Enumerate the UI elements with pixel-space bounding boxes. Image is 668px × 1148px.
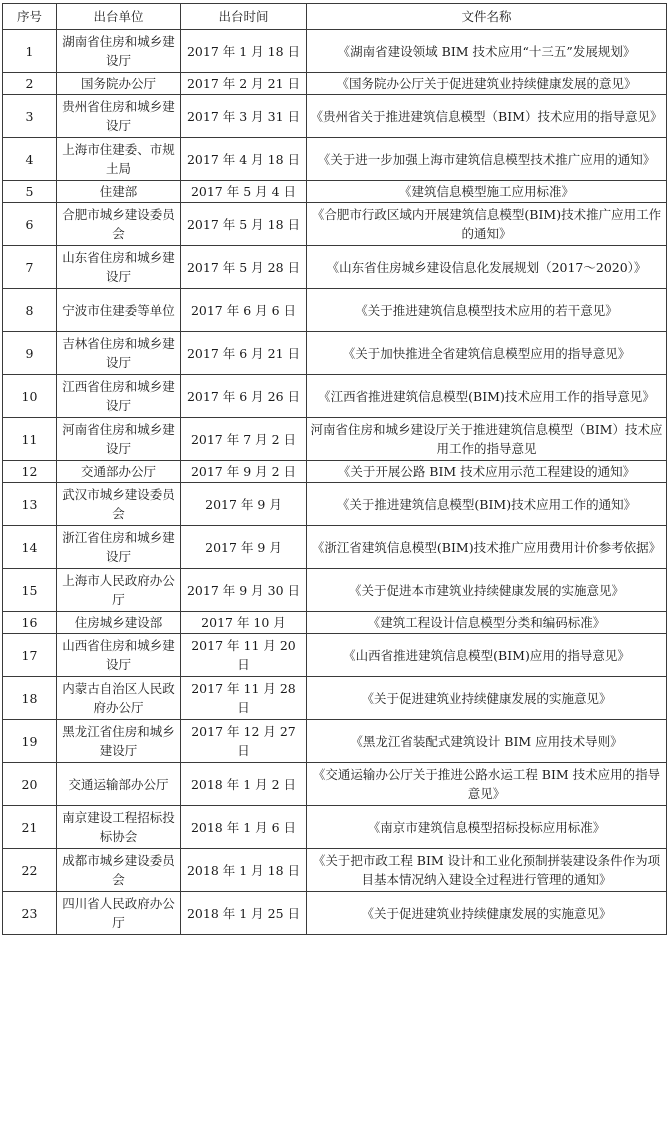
cell-date: 2017 年 6 月 6 日 (181, 289, 307, 332)
cell-title: 《贵州省关于推进建筑信息模型（BIM）技术应用的指导意见》 (307, 95, 667, 138)
cell-no: 1 (3, 30, 57, 73)
cell-no: 5 (3, 181, 57, 203)
cell-date: 2017 年 5 月 28 日 (181, 246, 307, 289)
cell-unit: 宁波市住建委等单位 (57, 289, 181, 332)
cell-no: 13 (3, 483, 57, 526)
cell-title: 《浙江省建筑信息模型(BIM)技术推广应用费用计价参考依据》 (307, 526, 667, 569)
cell-unit: 四川省人民政府办公厅 (57, 892, 181, 935)
cell-unit: 住建部 (57, 181, 181, 203)
cell-unit: 南京建设工程招标投标协会 (57, 806, 181, 849)
header-no: 序号 (3, 4, 57, 30)
policy-table (2, 3, 667, 935)
cell-date: 2017 年 9 月 (181, 483, 307, 526)
table-row (3, 612, 667, 634)
cell-title: 《南京市建筑信息模型招标投标应用标准》 (307, 806, 667, 849)
cell-no: 10 (3, 375, 57, 418)
cell-unit: 吉林省住房和城乡建设厅 (57, 332, 181, 375)
cell-no: 7 (3, 246, 57, 289)
cell-date: 2017 年 1 月 18 日 (181, 30, 307, 73)
cell-unit: 河南省住房和城乡建设厅 (57, 418, 181, 461)
cell-date: 2017 年 2 月 21 日 (181, 73, 307, 95)
cell-title: 《关于促进建筑业持续健康发展的实施意见》 (307, 677, 667, 720)
cell-unit: 上海市住建委、市规土局 (57, 138, 181, 181)
cell-title: 《合肥市行政区域内开展建筑信息模型(BIM)技术推广应用工作的通知》 (307, 203, 667, 246)
header-row (3, 4, 667, 30)
cell-title: 《交通运输办公厅关于推进公路水运工程 BIM 技术应用的指导意见》 (307, 763, 667, 806)
cell-date: 2018 年 1 月 6 日 (181, 806, 307, 849)
cell-unit: 成都市城乡建设委员会 (57, 849, 181, 892)
cell-date: 2017 年 5 月 18 日 (181, 203, 307, 246)
cell-unit: 上海市人民政府办公厅 (57, 569, 181, 612)
cell-no: 23 (3, 892, 57, 935)
cell-no: 14 (3, 526, 57, 569)
cell-date: 2017 年 11 月 20 日 (181, 634, 307, 677)
cell-no: 20 (3, 763, 57, 806)
table-row (3, 892, 667, 935)
cell-no: 11 (3, 418, 57, 461)
cell-no: 22 (3, 849, 57, 892)
table-row (3, 806, 667, 849)
table-row (3, 95, 667, 138)
cell-unit: 黑龙江省住房和城乡建设厅 (57, 720, 181, 763)
table-row (3, 203, 667, 246)
table-row (3, 677, 667, 720)
cell-title: 《黑龙江省装配式建筑设计 BIM 应用技术导则》 (307, 720, 667, 763)
cell-title: 《湖南省建设领域 BIM 技术应用“十三五”发展规划》 (307, 30, 667, 73)
header-title: 文件名称 (307, 4, 667, 30)
cell-title: 《关于推进建筑信息模型技术应用的若干意见》 (307, 289, 667, 332)
header-date: 出台时间 (181, 4, 307, 30)
cell-date: 2017 年 9 月 (181, 526, 307, 569)
cell-no: 19 (3, 720, 57, 763)
cell-no: 2 (3, 73, 57, 95)
cell-unit: 山东省住房和城乡建设厅 (57, 246, 181, 289)
table-row (3, 138, 667, 181)
cell-unit: 武汉市城乡建设委员会 (57, 483, 181, 526)
cell-no: 12 (3, 461, 57, 483)
cell-date: 2017 年 5 月 4 日 (181, 181, 307, 203)
cell-unit: 江西省住房和城乡建设厅 (57, 375, 181, 418)
table-row (3, 246, 667, 289)
cell-date: 2017 年 9 月 30 日 (181, 569, 307, 612)
cell-no: 21 (3, 806, 57, 849)
cell-date: 2018 年 1 月 25 日 (181, 892, 307, 935)
cell-title: 《关于推进建筑信息模型(BIM)技术应用工作的通知》 (307, 483, 667, 526)
cell-unit: 湖南省住房和城乡建设厅 (57, 30, 181, 73)
cell-title: 《山东省住房城乡建设信息化发展规划（2017～2020）》 (307, 246, 667, 289)
table-row (3, 849, 667, 892)
cell-date: 2018 年 1 月 2 日 (181, 763, 307, 806)
cell-no: 4 (3, 138, 57, 181)
cell-title: 《关于促进本市建筑业持续健康发展的实施意见》 (307, 569, 667, 612)
cell-date: 2017 年 4 月 18 日 (181, 138, 307, 181)
cell-title: 《国务院办公厅关于促进建筑业持续健康发展的意见》 (307, 73, 667, 95)
cell-title: 《关于进一步加强上海市建筑信息模型技术推广应用的通知》 (307, 138, 667, 181)
cell-no: 17 (3, 634, 57, 677)
cell-unit: 贵州省住房和城乡建设厅 (57, 95, 181, 138)
table-row (3, 30, 667, 73)
cell-date: 2017 年 3 月 31 日 (181, 95, 307, 138)
cell-title: 《山西省推进建筑信息模型(BIM)应用的指导意见》 (307, 634, 667, 677)
cell-date: 2017 年 6 月 26 日 (181, 375, 307, 418)
cell-unit: 住房城乡建设部 (57, 612, 181, 634)
table-row (3, 461, 667, 483)
cell-title: 《关于加快推进全省建筑信息模型应用的指导意见》 (307, 332, 667, 375)
table-row (3, 569, 667, 612)
cell-no: 3 (3, 95, 57, 138)
cell-unit: 浙江省住房和城乡建设厅 (57, 526, 181, 569)
cell-no: 16 (3, 612, 57, 634)
cell-unit: 国务院办公厅 (57, 73, 181, 95)
cell-title: 《江西省推进建筑信息模型(BIM)技术应用工作的指导意见》 (307, 375, 667, 418)
cell-no: 18 (3, 677, 57, 720)
table-row (3, 720, 667, 763)
table-row (3, 375, 667, 418)
cell-title: 《关于开展公路 BIM 技术应用示范工程建设的通知》 (307, 461, 667, 483)
cell-date: 2017 年 9 月 2 日 (181, 461, 307, 483)
cell-title: 《关于促进建筑业持续健康发展的实施意见》 (307, 892, 667, 935)
cell-title: 《建筑工程设计信息模型分类和编码标准》 (307, 612, 667, 634)
table-row (3, 763, 667, 806)
header-unit: 出台单位 (57, 4, 181, 30)
cell-title: 《关于把市政工程 BIM 设计和工业化预制拼装建设条件作为项目基本情况纳入建设全过程进行管理的通知》 (307, 849, 667, 892)
table-row (3, 73, 667, 95)
table-row (3, 289, 667, 332)
table-row (3, 181, 667, 203)
table-body (3, 30, 667, 935)
table-row (3, 332, 667, 375)
cell-title: 《建筑信息模型施工应用标准》 (307, 181, 667, 203)
cell-unit: 内蒙古自治区人民政府办公厅 (57, 677, 181, 720)
cell-unit: 山西省住房和城乡建设厅 (57, 634, 181, 677)
cell-title: 河南省住房和城乡建设厅关于推进建筑信息模型（BIM）技术应用工作的指导意见 (307, 418, 667, 461)
cell-date: 2017 年 6 月 21 日 (181, 332, 307, 375)
table-row (3, 634, 667, 677)
table-row (3, 418, 667, 461)
cell-date: 2018 年 1 月 18 日 (181, 849, 307, 892)
cell-unit: 交通部办公厅 (57, 461, 181, 483)
cell-no: 8 (3, 289, 57, 332)
cell-date: 2017 年 7 月 2 日 (181, 418, 307, 461)
table-row (3, 526, 667, 569)
cell-date: 2017 年 12 月 27 日 (181, 720, 307, 763)
cell-no: 6 (3, 203, 57, 246)
cell-no: 15 (3, 569, 57, 612)
table-row (3, 483, 667, 526)
cell-no: 9 (3, 332, 57, 375)
cell-unit: 交通运输部办公厅 (57, 763, 181, 806)
cell-unit: 合肥市城乡建设委员会 (57, 203, 181, 246)
cell-date: 2017 年 10 月 (181, 612, 307, 634)
cell-date: 2017 年 11 月 28 日 (181, 677, 307, 720)
